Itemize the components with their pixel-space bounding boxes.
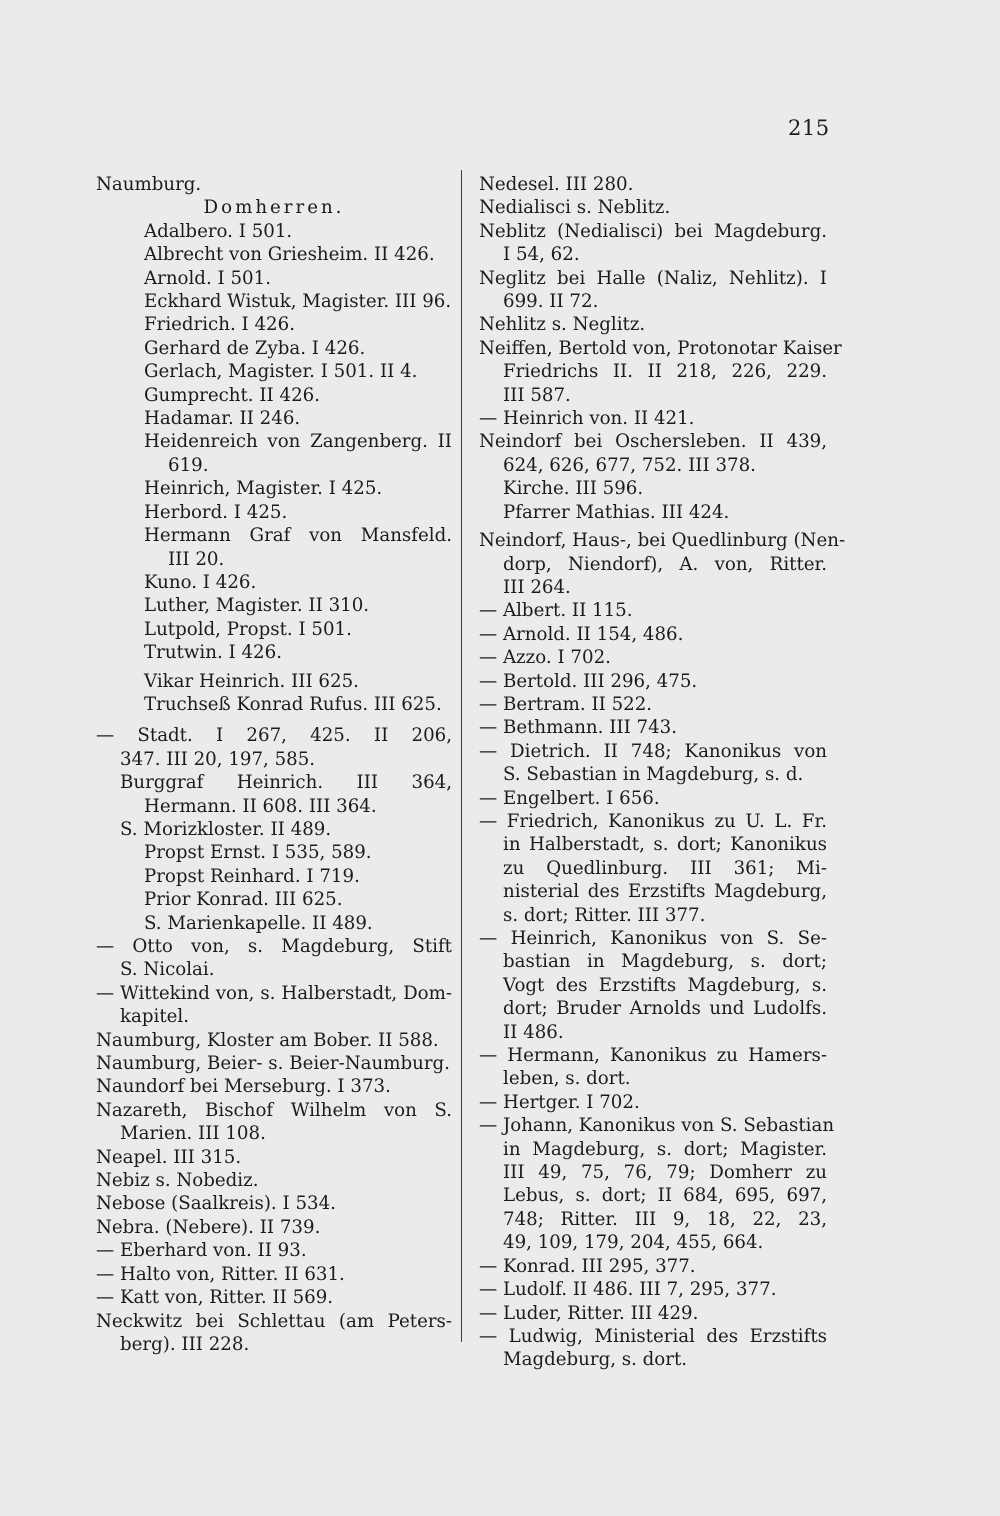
index-entry [96,693,452,716]
section-heading: Domherren. [203,197,345,219]
entry-line: Neglitz bei Halle (Naliz, Nehlitz). I [479,267,827,289]
entry-continuation-line: Vogt des Erzstifts Magdeburg, s. [503,974,827,996]
entry-line: Neblitz (Nedialisci) bei Magdeburg. [479,220,827,242]
entry-line: — Heinrich von. II 421. [479,408,695,430]
entry-line: Neindorf bei Oschersleben. II 439, [479,431,827,453]
index-entry [96,1099,452,1146]
index-entry [96,1146,452,1169]
entry-continuation-line: II 486. [503,1021,564,1043]
entry-line: Neiffen, Bertold von, Protonotar Kaiser [479,337,842,359]
entry-line: Lutpold, Propst. I 501. [144,618,352,640]
entry-line: Luther, Magister. II 310. [144,595,370,617]
index-entry [96,1029,452,1052]
index-entry [96,290,452,313]
entry-continuation-line: 49, 109, 179, 204, 455, 664. [503,1232,764,1254]
index-entry [96,571,452,594]
entry-line: — Katt von, Ritter. II 569. [96,1287,334,1309]
entry-line: Kirche. III 596. [503,478,644,500]
index-entry [96,430,452,477]
entry-line: Prior Konrad. III 625. [144,889,343,911]
entry-continuation-line: s. dort; Ritter. III 377. [503,904,706,926]
entry-continuation-line: leben, s. dort. [503,1068,631,1090]
index-entry [479,693,827,716]
index-entry [479,1278,827,1301]
entry-line: — Wittekind von, s. Halberstadt, Dom- [96,982,452,1004]
entry-line: — Konrad. III 295, 377. [479,1255,696,1277]
index-entry [96,982,452,1029]
vikare-list [96,670,452,717]
entry-line: — Stadt. I 267, 425. II 206, [96,725,452,747]
entry-line: — Bethmann. III 743. [479,717,678,739]
index-entry [479,1114,835,1254]
page-number: 215 [788,116,830,140]
index-entry [479,716,827,739]
entry-line: Hadamar. II 246. [144,408,301,430]
index-entry [96,384,452,407]
entry-continuation-line: III 587. [503,384,571,406]
index-entry [479,740,827,787]
index-entry [479,220,827,267]
index-entry [479,1091,827,1114]
index-entry [479,646,827,669]
index-entry [479,313,827,336]
entry-continuation-line: Magdeburg, s. dort. [503,1349,688,1371]
entry-line: — Albert. II 115. [479,600,633,622]
index-entry [96,407,452,430]
entry-line: — Otto von, s. Magdeburg, Stift [96,936,452,957]
index-entry [96,771,452,818]
entry-line: — Hermann, Kanonikus zu Hamers- [479,1045,827,1067]
entry-continuation-line: Marien. III 108. [120,1123,266,1145]
entry-line: — Bertram. II 522. [479,693,653,715]
domherren-list [96,220,452,665]
entry-continuation-line: 624, 626, 677, 752. III 378. [503,454,756,476]
index-entry [96,524,452,571]
entry-line: — Johann, Kanonikus von S. Sebastian [479,1115,835,1137]
index-entry [479,1325,827,1372]
entry-continuation-line: 699. II 72. [503,291,599,313]
entry-line: — Eberhard von. II 93. [96,1240,307,1262]
entry-continuation-line: in Halberstadt, s. dort; Kanonikus [503,834,827,856]
entry-line: Naumburg, Beier- s. Beier-Naumburg. [96,1053,450,1075]
entry-line: — Azzo. I 702. [479,647,611,669]
entry-line: — Ludolf. II 486. III 7, 295, 377. [479,1279,777,1301]
entry-line: Gumprecht. II 426. [144,384,321,406]
index-entry [96,477,452,500]
index-entry [479,599,827,622]
entry-continuation-line: III 20. [168,548,225,570]
entry-line: Nebra. (Nebere). II 739. [96,1216,321,1238]
index-entry [96,1263,452,1286]
entry-line: — Dietrich. II 748; Kanonikus von [479,740,827,762]
entry-line: Pfarrer Mathias. III 424. [503,501,730,523]
index-entry [479,1302,827,1325]
entry-continuation-line: I 54, 62. [503,244,580,266]
entry-line: Nazareth, Bischof Wilhelm von S. [96,1099,452,1121]
entry-headword: Naumburg. [96,174,202,195]
index-entry [96,267,452,290]
index-entry [96,641,452,664]
entry-line: Propst Ernst. I 535, 589. [144,842,372,864]
index-entry [96,670,452,693]
entry-line: Nedialisci s. Neblitz. [479,197,671,219]
entry-line: Vikar Heinrich. III 625. [144,670,359,692]
entry-line: Heidenreich von Zangenberg. II [144,431,452,453]
entry-line: S. Marienkapelle. II 489. [144,912,373,934]
entry-line: Kuno. I 426. [144,571,257,593]
index-entry [96,220,452,243]
index-entry [96,888,452,911]
entry-continuation-line: bastian in Magdeburg, s. dort; [503,951,827,973]
index-entry [96,1286,452,1309]
index-list-left [96,1029,452,1357]
entry-line: Nedesel. III 280. [479,174,634,195]
index-entry [479,501,827,524]
entry-line: Albrecht von Griesheim. II 426. [144,244,435,266]
index-entry [479,670,827,693]
entry-continuation-line: Hermann. II 608. III 364. [144,795,377,817]
entry-line: Nebose (Saalkreis). I 534. [96,1193,336,1215]
index-entry [96,935,452,982]
entry-line: — Arnold. II 154, 486. [479,623,684,645]
entry-line: Herbord. I 425. [144,501,288,523]
index-entry [96,1169,452,1192]
index-entry [96,1310,452,1357]
index-entry [96,313,452,336]
entry-continuation-line: Friedrichs II. II 218, 226, 229. [503,361,827,383]
entry-line: — Friedrich, Kanonikus zu U. L. Fr. [479,810,827,832]
index-entry [479,787,827,810]
index-entry [479,173,827,196]
entry-continuation-line: dorp, Niendorf), A. von, Ritter. [503,553,827,575]
entry-line: Trutwin. I 426. [144,642,282,664]
index-entry [479,407,827,430]
entry-line: Eckhard Wistuk, Magister. III 96. [144,291,452,313]
entry-continuation-line: nisterial des Erzstifts Magdeburg, [503,881,827,903]
entry-continuation-line: in Magdeburg, s. dort; Magister. [503,1138,827,1160]
index-entry [479,196,827,219]
entry-continuation-line: zu Quedlinburg. III 361; Mi- [503,857,827,879]
index-entry [96,618,452,641]
entry-line: — Engelbert. I 656. [479,787,660,809]
index-entry [96,243,452,266]
index-entry [96,1052,452,1075]
entry-continuation-line: III 264. [503,576,571,598]
entry-continuation-line: 347. III 20, 197, 585. [120,748,316,770]
entry-line: — Ludwig, Ministerial des Erzstifts [479,1325,827,1347]
entry-line: Truchseß Konrad Rufus. III 625. [144,693,442,715]
index-entry [96,1239,452,1262]
stadt-list [96,724,452,1028]
entry-line: Friedrich. I 426. [144,314,295,336]
entry-line: Nehlitz s. Neglitz. [479,314,646,336]
index-entry [96,818,452,841]
entry-continuation-line: dort; Bruder Arnolds und Ludolfs. [503,998,827,1020]
index-entry [479,623,827,646]
entry-line: Gerhard de Zyba. I 426. [144,337,366,359]
entry-line: Arnold. I 501. [144,267,271,289]
entry-continuation-line: S. Nicolai. [120,959,215,981]
entry-line: — Hertger. I 702. [479,1091,640,1113]
left-column [96,173,452,1356]
entry-line: Hermann Graf von Mansfeld. [144,525,452,547]
entry-line: Nebiz s. Nobediz. [96,1170,259,1192]
entry-continuation-line: 748; Ritter. III 9, 18, 22, 23, [503,1208,827,1230]
index-entry [96,501,452,524]
entry-line: Burggraf Heinrich. III 364, [120,772,452,794]
entry-line: Propst Reinhard. I 719. [144,865,360,887]
index-entry [96,912,452,935]
entry-continuation-line: Lebus, s. dort; II 684, 695, 697, [503,1185,827,1207]
entry-continuation-line: 619. [168,454,209,476]
entry-line: S. Morizkloster. II 489. [120,818,332,840]
entry-continuation-line: berg). III 228. [120,1333,250,1355]
index-entry [479,430,827,477]
entry-line: Heinrich, Magister. I 425. [144,478,383,500]
entry-line: — Halto von, Ritter. II 631. [96,1263,345,1285]
index-entry [96,724,452,771]
entry-continuation-line: III 49, 75, 76, 79; Domherr zu [503,1162,827,1184]
index-entry [96,337,452,360]
entry-line: Adalbero. I 501. [144,220,293,242]
index-entry [96,360,452,383]
index-entry [96,841,452,864]
entry-line: Naumburg, Kloster am Bober. II 588. [96,1029,439,1051]
index-entry [479,529,846,599]
entry-line: — Bertold. III 296, 475. [479,670,698,692]
index-entry [96,865,452,888]
index-entry [479,810,827,927]
entry-line: Neindorf, Haus-, bei Quedlinburg (Nen- [479,530,846,552]
index-entry [96,1216,452,1239]
entry-line: Naundorf bei Merseburg. I 373. [96,1076,391,1098]
column-divider [461,170,462,1342]
index-entry [96,1192,452,1215]
index-entry [479,927,827,1044]
index-entry [479,1044,827,1091]
index-entry [479,267,827,314]
entry-line: — Luder, Ritter. III 429. [479,1302,699,1324]
entry-line: Gerlach, Magister. I 501. II 4. [144,361,418,383]
entry-continuation-line: S. Sebastian in Magdeburg, s. d. [503,764,804,786]
index-list-right [479,173,842,524]
entry-line: Neapel. III 315. [96,1146,242,1168]
entry-line: — Heinrich, Kanonikus von S. Se- [479,928,827,949]
index-entry [479,477,827,500]
entry-continuation-line: kapitel. [120,1006,189,1028]
right-column [479,173,846,1372]
index-entry [479,1255,827,1278]
index-entry [479,337,842,407]
index-entry [96,1075,452,1098]
entry-line: Neckwitz bei Schlettau (am Peters- [96,1310,452,1332]
index-entry [96,594,452,617]
neindorf-list [479,529,846,1372]
